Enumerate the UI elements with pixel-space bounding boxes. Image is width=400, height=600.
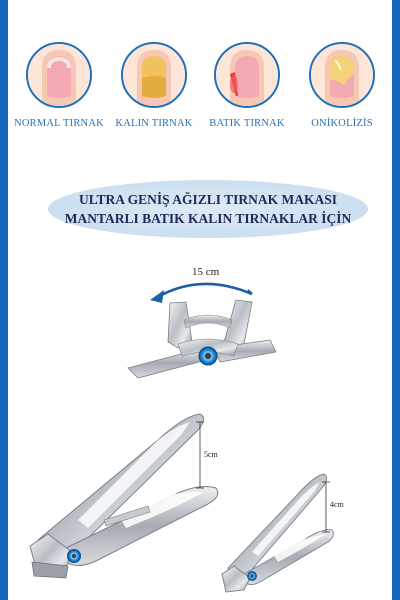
clipper-jaw-closeup xyxy=(128,300,276,378)
small-height-marker xyxy=(322,482,330,532)
nail-type-label: KALIN TIRNAK xyxy=(115,118,193,129)
small-clipper-height-label: 4cm xyxy=(330,500,344,509)
large-clipper-height-label: 5cm xyxy=(204,450,218,459)
headline-line-2: MANTARLI BATIK KALIN TIRNAKLAR İÇİN xyxy=(64,211,352,226)
nail-type-label: NORMAL TIRNAK xyxy=(14,118,104,129)
product-image xyxy=(8,0,392,600)
nail-type-label: ONİKOLİZİS xyxy=(311,118,373,129)
large-height-marker xyxy=(196,422,204,488)
opening-width-label: 15 cm xyxy=(192,266,220,278)
nail-type-label: BATIK TIRNAK xyxy=(209,118,285,129)
small-clipper xyxy=(222,474,333,592)
headline-line-1: ULTRA GENİŞ AĞIZLI TIRNAK MAKASI xyxy=(78,192,338,207)
clipper-illustrations xyxy=(8,0,392,600)
large-clipper xyxy=(30,414,218,578)
